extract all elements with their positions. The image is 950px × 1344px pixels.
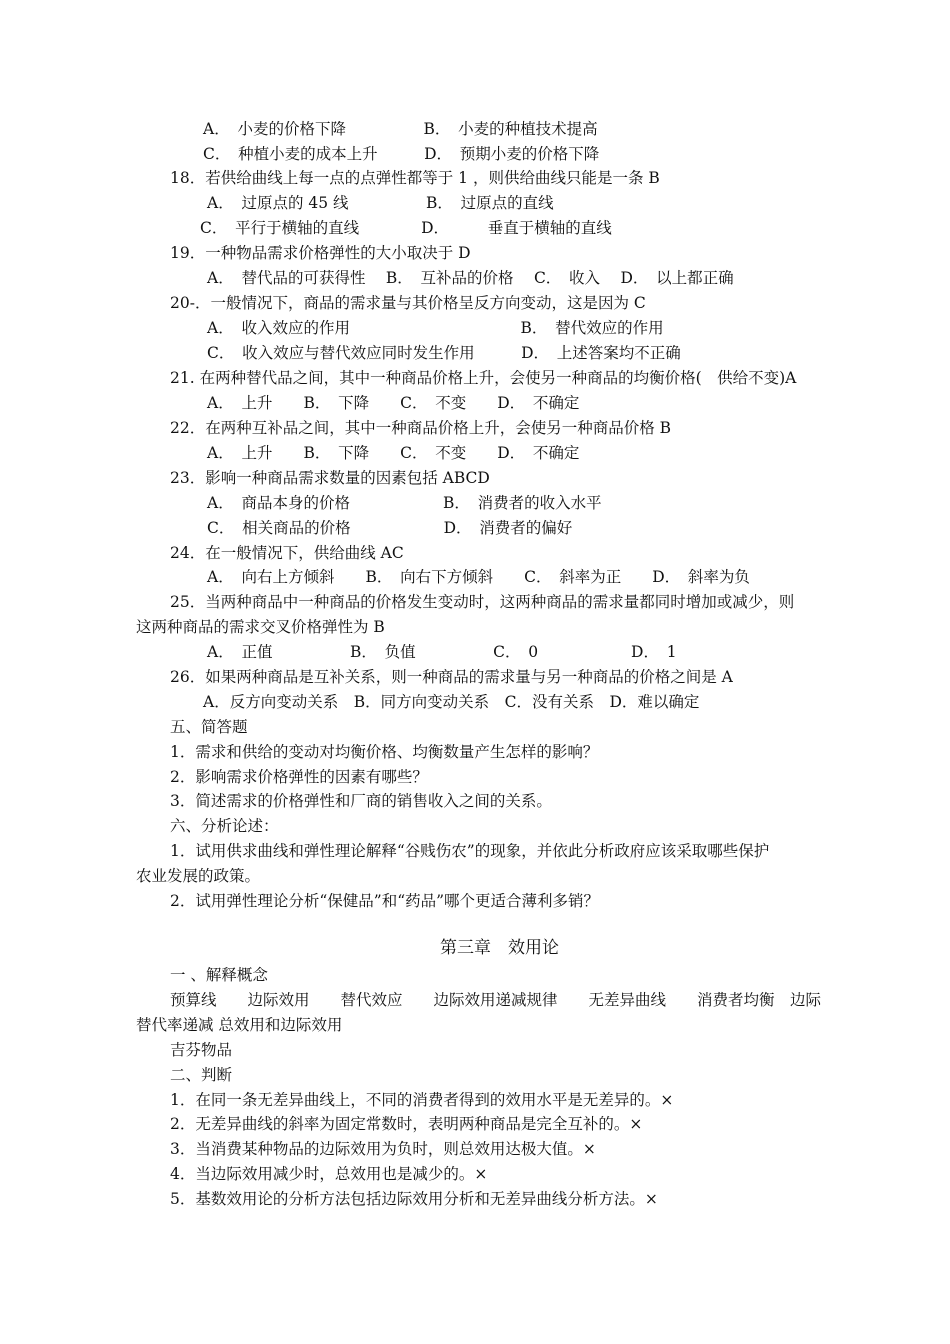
analysis-1-cont: 农业发展的政策。 bbox=[136, 867, 261, 885]
q24-stem: 24．在一般情况下，供给曲线 AC bbox=[170, 544, 404, 562]
q18-stem: 18．若供给曲线上每一点的点弹性都等于 1 ，则供给曲线只能是一条 B bbox=[170, 169, 660, 187]
analysis-1: 1．试用供求曲线和弹性理论解释“谷贱伤农”的现象，并依此分析政府应该采取哪些保护 bbox=[170, 842, 770, 860]
q18-options-ab: A． 过原点的 45 线 B． 过原点的直线 bbox=[207, 194, 554, 212]
q24-options: A． 向右上方倾斜 B． 向右下方倾斜 C． 斜率为正 D． 斜率为负 bbox=[207, 568, 750, 586]
q26-stem: 26．如果两种商品是互补关系，则一种商品的需求量与另一种商品的价格之间是 A bbox=[170, 668, 733, 686]
judgment-2: 2．无差异曲线的斜率为固定常数时，表明两种商品是完全互补的。× bbox=[170, 1115, 643, 1133]
chapter-title: 第三章 效用论 bbox=[440, 938, 559, 958]
short-answer-1: 1．需求和供给的变动对均衡价格、均衡数量产生怎样的影响？ bbox=[170, 743, 599, 761]
section-short-answer: 五、简答题 bbox=[170, 718, 248, 736]
q18-options-cd: C． 平行于横轴的直线 D． 垂直于横轴的直线 bbox=[200, 219, 612, 237]
judgment-4: 4．当边际效用减少时，总效用也是减少的。× bbox=[170, 1165, 488, 1183]
concepts-giffen: 吉芬物品 bbox=[170, 1041, 233, 1059]
judgment-5: 5．基数效用论的分析方法包括边际效用分析和无差异曲线分析方法。× bbox=[170, 1190, 658, 1208]
q19-options: A． 替代品的可获得性 B． 互补品的价格 C． 收入 D． 以上都正确 bbox=[207, 269, 734, 287]
q23-options-cd: C． 相关商品的价格 D． 消费者的偏好 bbox=[207, 519, 573, 537]
short-answer-2: 2．影响需求价格弹性的因素有哪些？ bbox=[170, 768, 428, 786]
judgment-1: 1．在同一条无差异曲线上，不同的消费者得到的效用水平是无差异的。× bbox=[170, 1091, 674, 1109]
section-analysis: 六、分析论述： bbox=[170, 817, 279, 835]
q23-options-ab: A． 商品本身的价格 B． 消费者的收入水平 bbox=[207, 494, 602, 512]
q17-options-cd: C． 种植小麦的成本上升 D． 预期小麦的价格下降 bbox=[203, 145, 600, 163]
q20-stem: 20-．一般情况下，商品的需求量与其价格呈反方向变动，这是因为 C bbox=[170, 294, 646, 312]
q20-options-ab: A． 收入效应的作用 B． 替代效应的作用 bbox=[207, 319, 664, 337]
q21-options: A． 上升 B． 下降 C． 不变 D． 不确定 bbox=[207, 394, 580, 412]
q19-stem: 19．一种物品需求价格弹性的大小取决于 D bbox=[170, 244, 471, 262]
concepts-list-cont: 替代率递减 总效用和边际效用 bbox=[136, 1016, 343, 1034]
judgment-3: 3．当消费某种物品的边际效用为负时，则总效用达极大值。× bbox=[170, 1140, 596, 1158]
concepts-list: 预算线 边际效用 替代效应 边际效用递减规律 无差异曲线 消费者均衡 边际 bbox=[170, 991, 822, 1009]
q25-stem-cont: 这两种商品的需求交叉价格弹性为 B bbox=[136, 618, 385, 636]
q26-options: A．反方向变动关系 B．同方向变动关系 C．没有关系 D．难以确定 bbox=[203, 693, 700, 711]
q25-stem: 25．当两种商品中一种商品的价格发生变动时，这两种商品的需求量都同时增加或减少，则 bbox=[170, 593, 795, 611]
q17-options-ab: A． 小麦的价格下降 B． 小麦的种植技术提高 bbox=[203, 120, 598, 138]
q22-options: A． 上升 B． 下降 C． 不变 D． 不确定 bbox=[207, 444, 580, 462]
short-answer-3: 3．简述需求的价格弹性和厂商的销售收入之间的关系。 bbox=[170, 792, 552, 810]
q21-stem: 21. 在两种替代品之间，其中一种商品价格上升，会使另一种商品的均衡价格( 供给不变)A bbox=[170, 369, 797, 387]
analysis-2: 2．试用弹性理论分析“保健品”和“药品”哪个更适合薄利多销？ bbox=[170, 892, 600, 910]
q23-stem: 23．影响一种商品需求数量的因素包括 ABCD bbox=[170, 469, 490, 487]
q25-options: A． 正值 B． 负值 C． 0 D． 1 bbox=[207, 643, 677, 661]
q20-options-cd: C． 收入效应与替代效应同时发生作用 D． 上述答案均不正确 bbox=[207, 344, 681, 362]
section-concepts: 一 、解释概念 bbox=[170, 966, 268, 984]
section-judgment: 二、判断 bbox=[170, 1066, 233, 1084]
q22-stem: 22．在两种互补品之间，其中一种商品价格上升，会使另一种商品价格 B bbox=[170, 419, 672, 437]
